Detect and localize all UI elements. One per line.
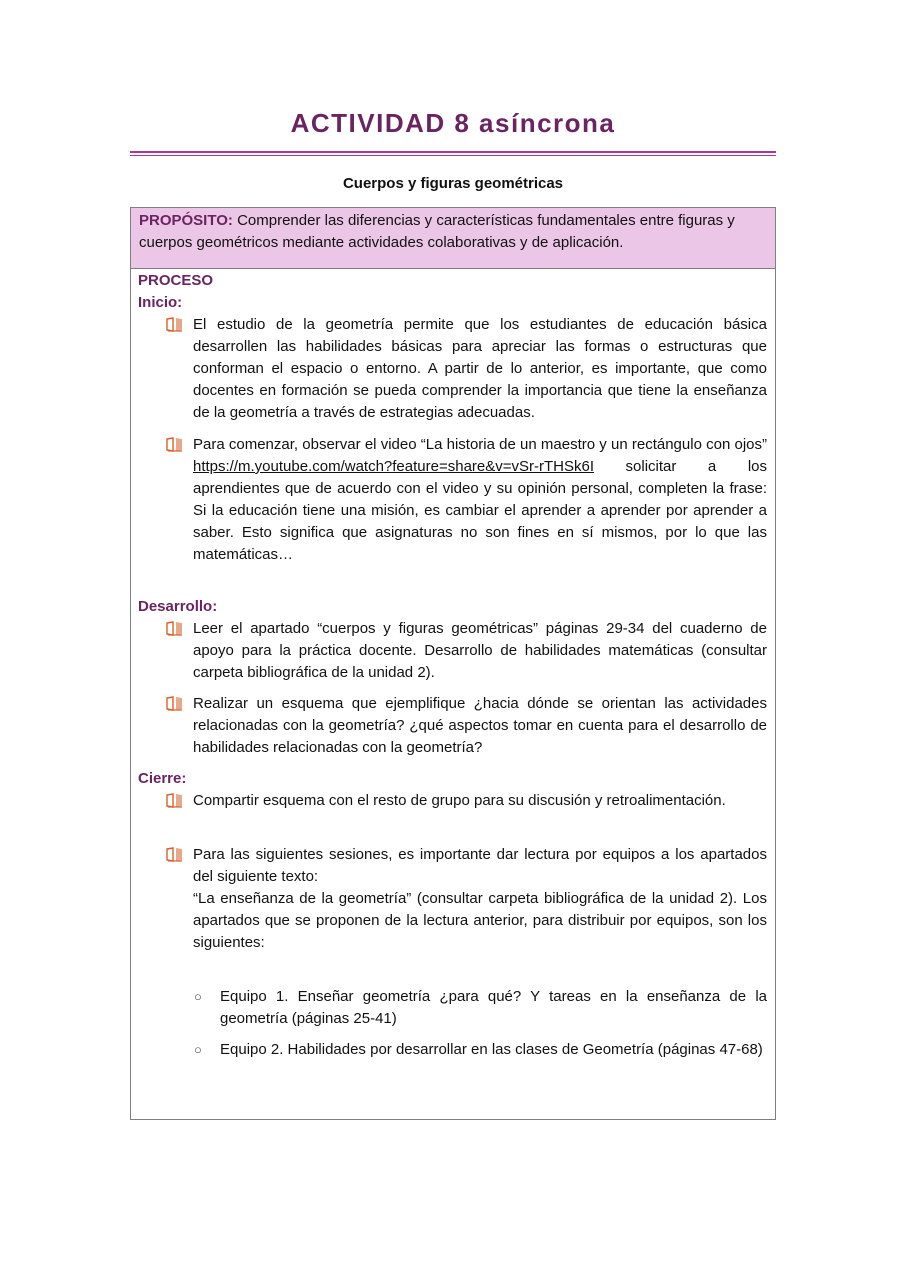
process-heading: PROCESO <box>138 272 214 289</box>
purpose-text: Comprender las diferencias y características fundamentales entre figuras y cuerpos geométricos mediante actividades colaborativas y de aplicación. <box>139 212 735 251</box>
video-link[interactable]: https://m.youtube.com/watch?feature=share&v=vSr-rTHSk6I <box>193 458 595 475</box>
book-bullet-icon <box>165 793 185 808</box>
page-title: ACTIVIDAD 8 asíncrona <box>290 108 616 138</box>
page-subtitle: Cuerpos y figuras geométricas <box>342 175 564 192</box>
purpose-cell <box>131 208 775 269</box>
list-item: El estudio de la geometría permite que los estudiantes de educación básica desarrollen las habilidades básicas para apreciar las formas o estructuras que conforman el espacio o entorno. A partir de lo anterior, es importante, que como docentes en formación se pueda comprender la importancia que tiene la enseñanza de la geometría a través de estrategias adecuadas. <box>138 314 767 424</box>
process-cell <box>131 269 775 1061</box>
list-item: Para las siguientes sesiones, es importante dar lectura por equipos a los apartados del siguiente texto: “La enseñanza de la geometría” (consultar carpeta bibliográfica de la unidad 2). Los apartados que se proponen de la lectura anterior, para distribuir por equipos, son los siguientes: <box>138 844 767 954</box>
book-bullet-icon <box>165 437 185 452</box>
book-bullet-icon <box>165 696 185 711</box>
inicio-heading: Inicio: <box>138 294 183 311</box>
list-item: Leer el apartado “cuerpos y figuras geométricas” páginas 29-34 del cuaderno de apoyo para la práctica docente. Desarrollo de habilidades matemáticas (consultar carpeta bibliográfica de la unidad 2). <box>138 618 767 684</box>
book-bullet-icon <box>165 621 185 636</box>
list-item: Compartir esquema con el resto de grupo para su discusión y retroalimentación. <box>138 790 767 812</box>
activity-table <box>130 207 776 1120</box>
title-rule-thin <box>130 155 776 156</box>
purpose-label: PROPÓSITO: <box>139 212 233 229</box>
circle-bullet-icon: ○ <box>194 989 202 1004</box>
team-item: ○ Equipo 1. Enseñar geometría ¿para qué? Y tareas en la enseñanza de la geometría (páginas 25-41) <box>194 988 767 1027</box>
list-item: Realizar un esquema que ejemplifique ¿hacia dónde se orientan las actividades relacionadas con la geometría? ¿qué aspectos tomar en cuenta para el desarrollo de habilidades relacionadas con la geometría? <box>138 693 767 759</box>
title-rule-thick <box>130 151 776 153</box>
circle-bullet-icon: ○ <box>194 1042 202 1057</box>
team-item: ○ Equipo 2. Habilidades por desarrollar en las clases de Geometría (páginas 47-68) <box>138 1039 767 1061</box>
book-bullet-icon <box>165 317 185 332</box>
desarrollo-heading: Desarrollo: <box>138 598 218 615</box>
list-item: Para comenzar, observar el video “La historia de un maestro y un rectángulo con ojos” https://m.youtube.com/watch?feature=share&v=vSr-rTHSk6I solicitar a los aprendientes que de acuerdo con el video y su opinión personal, completen la frase: Si la educación tiene una misión, es cambiar el aprender a aprender por aprender a saber. Esto significa que asignaturas no son fines en sí mismos, por lo que las matemáticas… <box>138 434 767 566</box>
book-bullet-icon <box>165 847 185 862</box>
cierre-heading: Cierre: <box>138 770 187 787</box>
